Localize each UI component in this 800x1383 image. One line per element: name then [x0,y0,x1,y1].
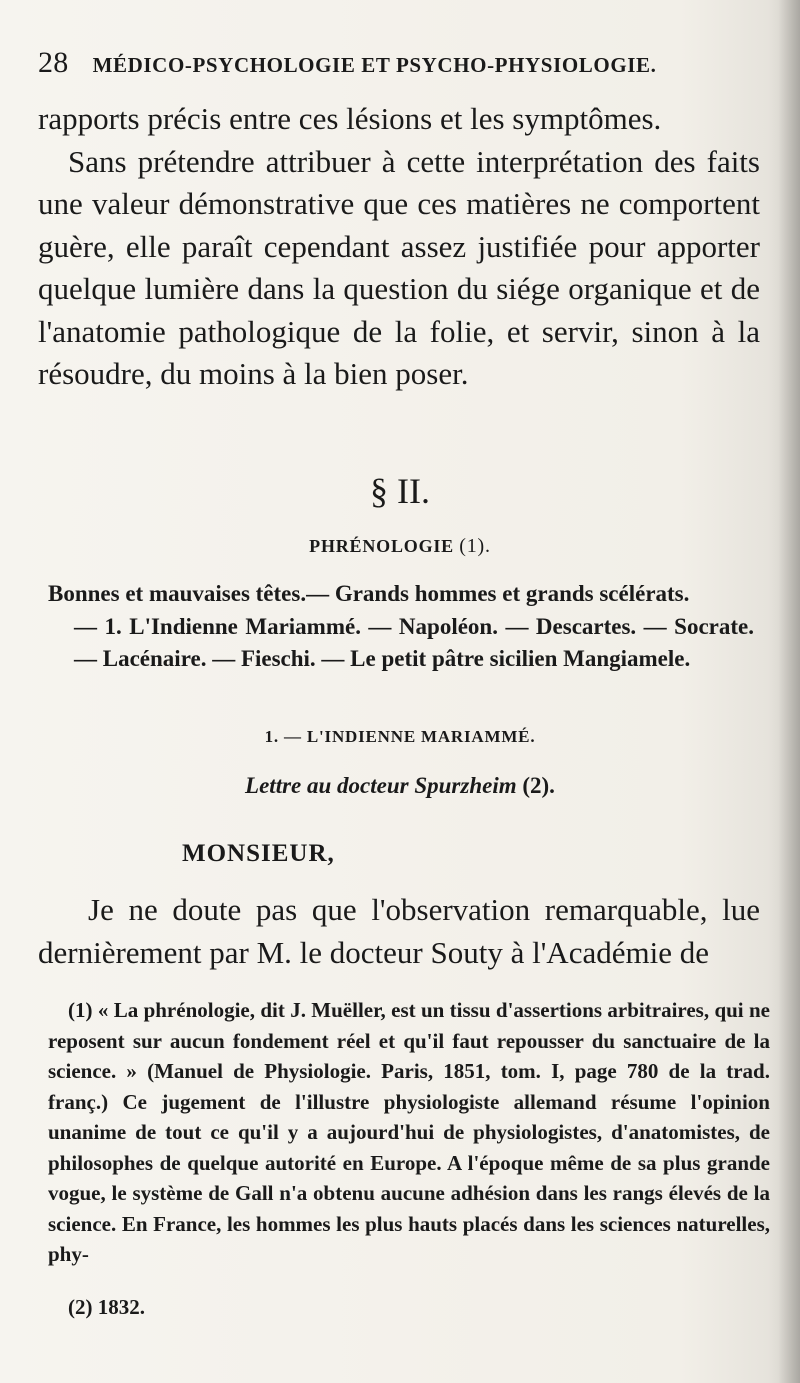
footnote-1: (1) « La phrénologie, dit J. Muëller, est un tissu d'assertions arbitraires, qui ne reposent sur aucun fondement réel et qu'il faut repousser du sanctuaire de la science. » (Manuel de Physiologie. Paris, 1851, tom. I, page 780 de la trad. franç.) Ce jugement de l'illustre physiologiste allemand résume l'opinion unanime de tout ce qu'il y a aujourd'hui de physiologistes, d'anatomistes, de philosophes de quelque autorité en Europe. A l'époque même de sa plus grande vogue, le système de Gall n'a obtenu aucune adhésion dans les rangs élevés de la science. En France, les hommes les plus hauts placés dans les sciences naturelles, phy- [48,998,770,1266]
paragraph-continuation: rapports précis entre ces lésions et les symptômes. [38,101,662,136]
footnotes [48,995,770,1322]
section-subtitle [0,535,800,558]
letter-title [0,773,800,799]
footnote-ref: (2). [522,773,555,798]
subsection-heading: 1. — L'INDIENNE MARIAMMÉ. [264,727,536,746]
paragraph: Sans prétendre attribuer à cette interprétation des faits une valeur démonstrative que ces matières ne comportent guère, elle paraît cependant assez justifiée pour apporter quelque lumière dans la question du siége organique et de l'anatomie pathologique de la folie, et servir, sinon à la résoudre, du moins à la bien poser. [38,143,760,391]
letter-body [38,888,760,974]
running-header [38,46,760,80]
summary-continuation: — 1. L'Indienne Mariammé. — Napoléon. — Descartes. — Socrate. — Lacénaire. — Fieschi. — Le petit pâtre sicilien Mangiamele. [74,613,754,671]
letter-title-text: Lettre au docteur Spurzheim [245,773,517,798]
footnote-ref: (1). [459,535,491,557]
section-subtitle-text: PHRÉNOLOGIE [309,536,454,556]
section-summary [48,578,754,676]
running-title: MÉDICO-PSYCHOLOGIE ET PSYCHO-PHYSIOLOGIE. [92,53,657,77]
summary-line: Bonnes et mauvaises têtes.— Grands hommes et grands scélérats. [48,581,690,606]
main-text [38,98,760,396]
letter-salutation: MONSIEUR, [182,840,335,867]
page-shadow-edge [778,0,800,1383]
footnote-2: (2) 1832. [68,1294,145,1319]
section-heading: § II. [370,471,430,511]
letter-paragraph: Je ne doute pas que l'observation remarquable, lue dernièrement par M. le docteur Souty à l'Académie de [38,892,760,970]
page-number: 28 [38,46,69,79]
